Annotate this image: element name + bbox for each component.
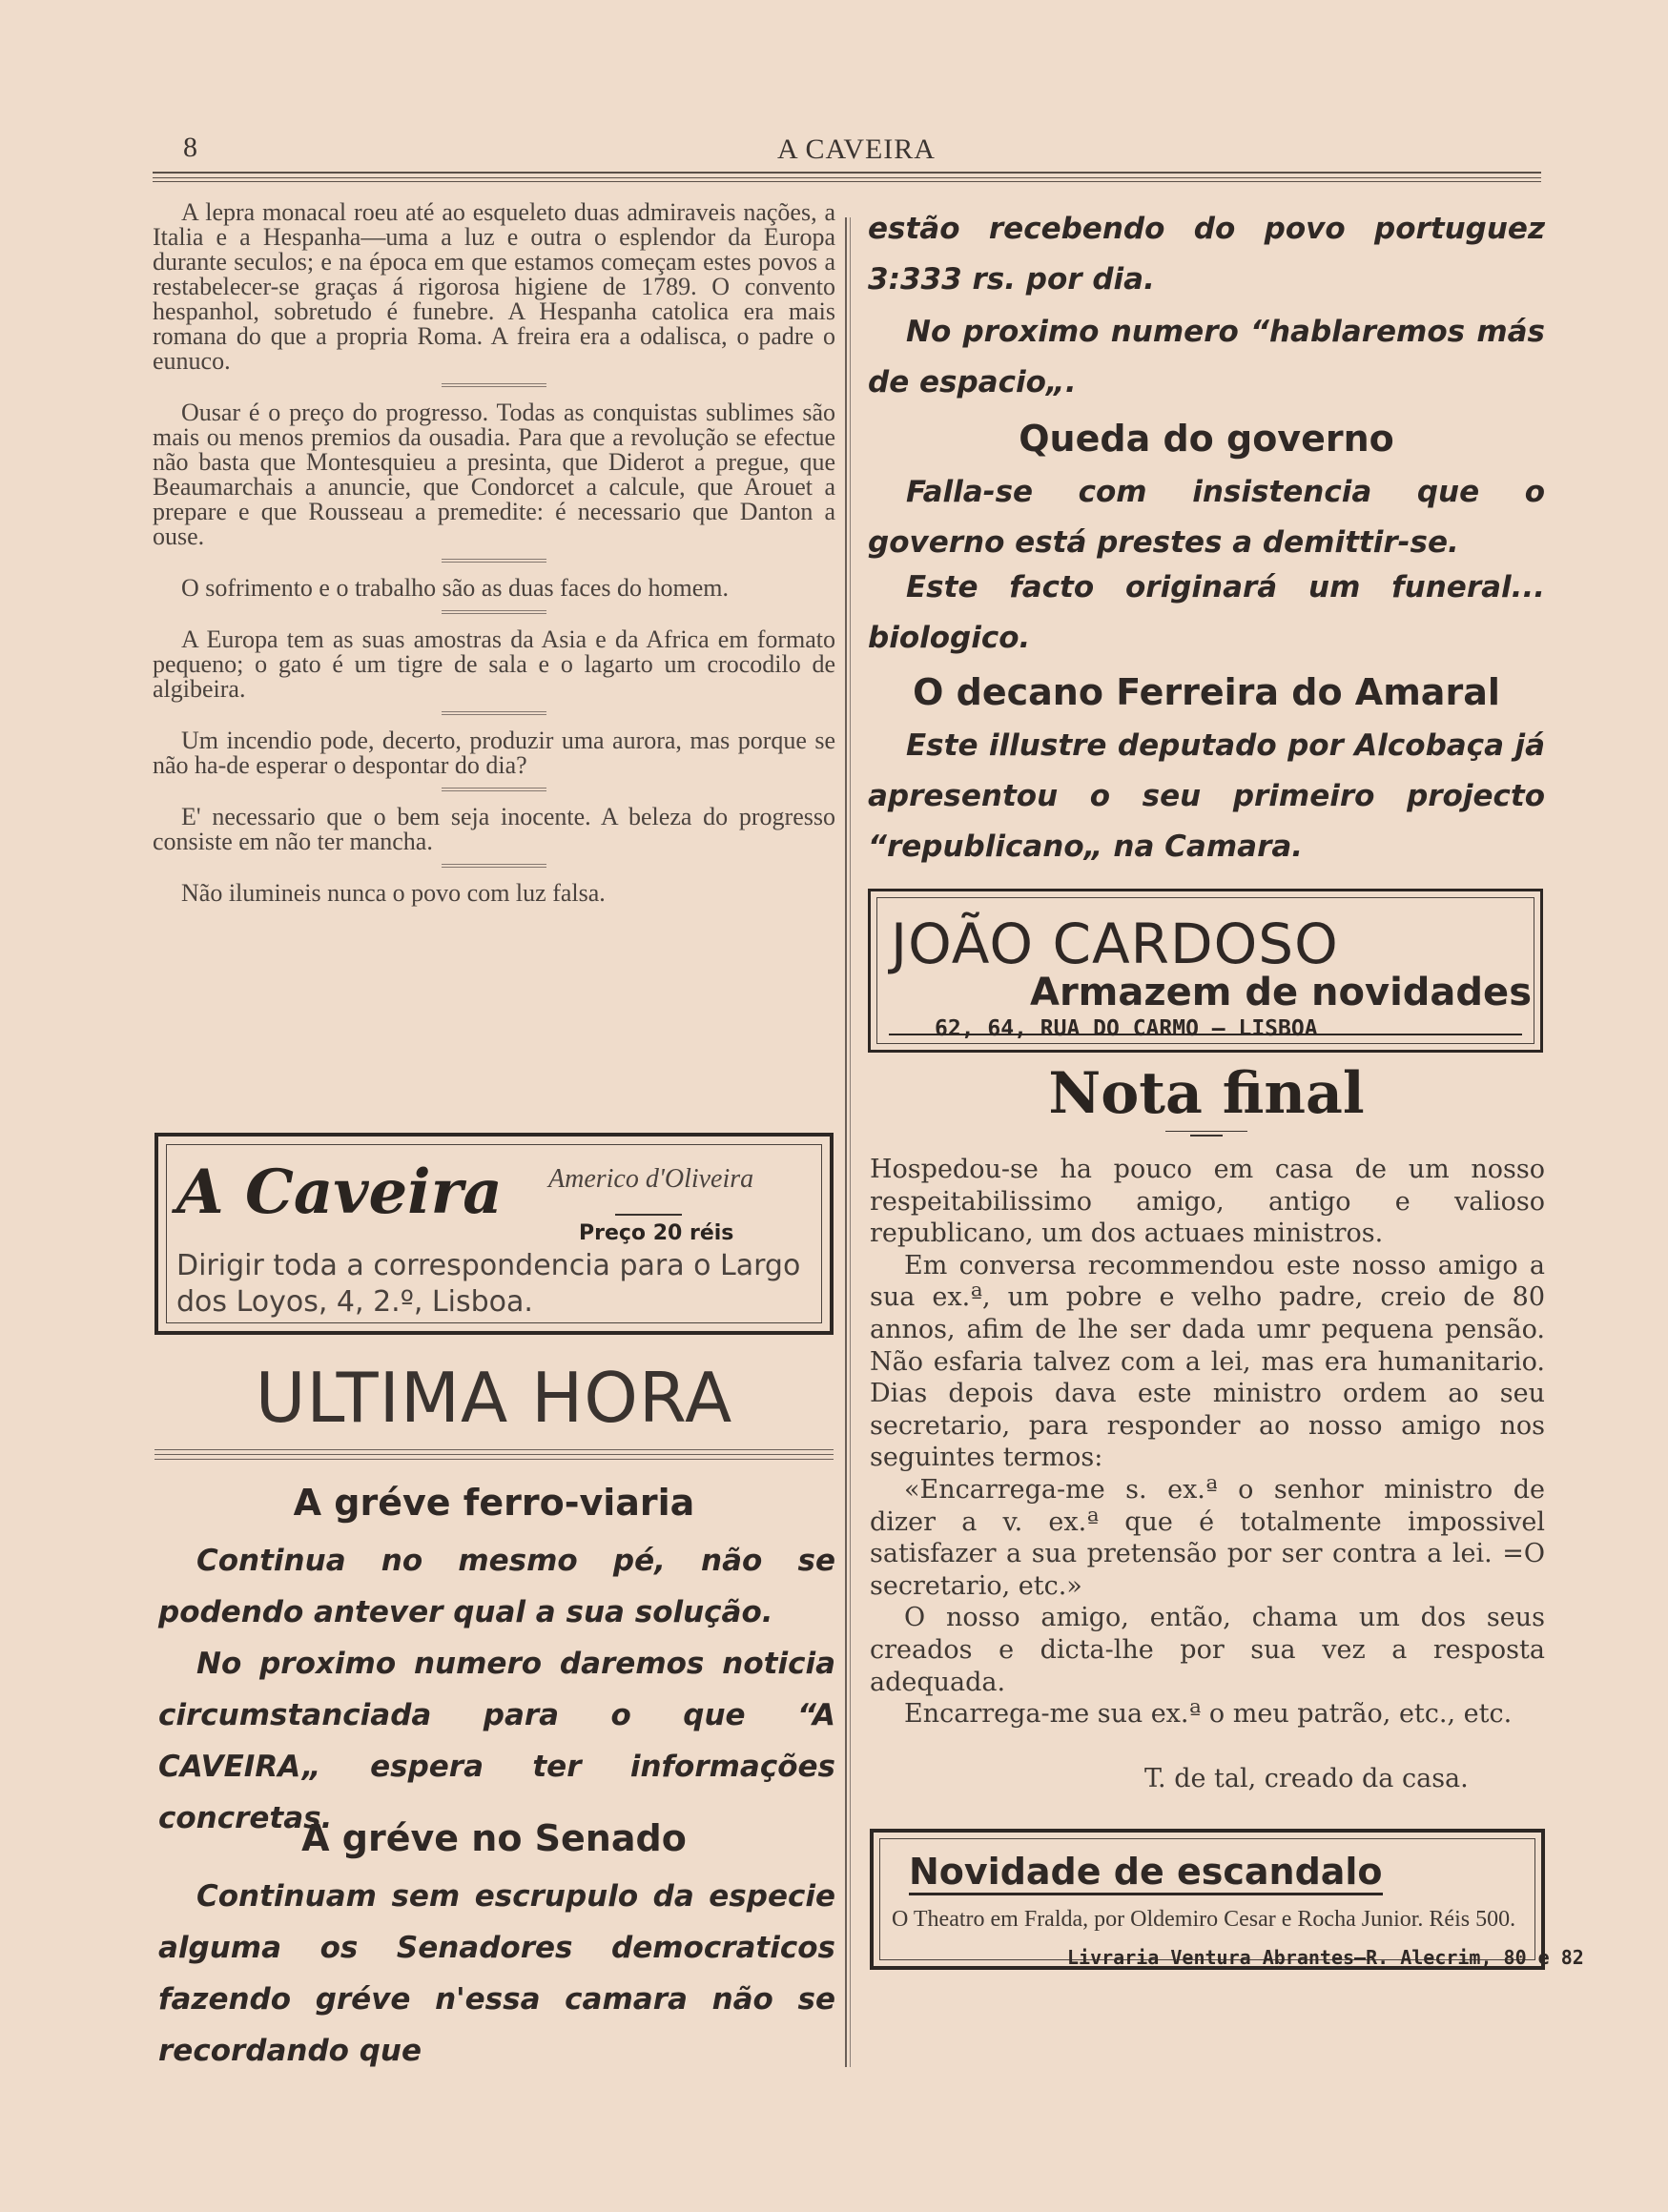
column-divider xyxy=(850,217,851,2067)
left-column-aphorisms xyxy=(153,200,835,906)
newspaper-title: A CAVEIRA xyxy=(777,133,936,165)
separator-rule xyxy=(442,711,546,715)
ad-price: Preço 20 réis xyxy=(579,1221,734,1245)
ad-inner-frame xyxy=(876,897,1534,1044)
title-ornament xyxy=(1190,1135,1223,1137)
address-rule xyxy=(889,1034,1522,1035)
aphorism-paragraph: Ousar é o preço do progresso. Todas as conquistas sublimes são mais ou menos premios da ousadia. Para que a revolução se efectue não basta que Montesquieu a presinta, que Diderot a pregue, que Beaumarchais a anuncie, que Condorcet a calcule, que Arouet a prepare e que Rousseau a premedite: é necessario que Danton a ouse. xyxy=(153,399,835,550)
ad-owner: Americo d'Oliveira xyxy=(548,1164,754,1194)
nota-paragraph: «Encarrega-me s. ex.ª o senhor ministro de dizer a v. ex.ª que é totalmente impossivel satisfazer a sua pretensão por ser contra a lei. =O secretario, etc.» xyxy=(870,1474,1545,1601)
greve-senado-paragraph: Continuam sem escrupulo da especie alguma os Senadores democraticos fazendo gréve n'essa camara não se recordando que xyxy=(158,1879,835,2068)
column-divider xyxy=(845,217,847,2067)
greve-ferro-heading: A gréve ferro-viaria xyxy=(293,1482,695,1524)
decano-paragraph: Este illustre deputado por Alcobaça já apresentou o seu primeiro projecto “republicano„ na Camara. xyxy=(868,728,1545,864)
queda-paragraph: Falla-se com insistencia que o governo está prestes a demittir-se. xyxy=(868,475,1545,560)
joao-cardoso-name: JOÃO CARDOSO xyxy=(891,911,1339,976)
aphorism-paragraph: Não ilumineis nunca o povo com luz falsa. xyxy=(181,879,606,907)
header-rule-thin xyxy=(153,181,1541,182)
title-ornament xyxy=(1165,1131,1247,1132)
header-rule-thin xyxy=(153,177,1541,178)
novidade-text: O Theatro em Fralda, por Oldemiro Cesar e Rocha Junior. Réis 500. xyxy=(892,1907,1516,1932)
nota-final-body xyxy=(870,1154,1545,1731)
joao-cardoso-ad xyxy=(868,889,1543,1053)
novidade-shop: Livraria Ventura Abrantes—R. Alecrim, 80 e 82 xyxy=(1067,1946,1584,1969)
ad-inner-frame xyxy=(166,1144,822,1323)
ultima-hora-heading: ULTIMA HORA xyxy=(255,1358,733,1438)
nota-signature: T. de tal, creado da casa. xyxy=(1144,1764,1469,1793)
price-rule xyxy=(615,1214,682,1216)
aphorism-paragraph: A Europa tem as suas amostras da Asia e da Africa em formato pequeno; o gato é um tigre de sala e o lagarto um crocodilo de algibeira. xyxy=(153,625,835,703)
aphorism-paragraph: E' necessario que o bem seja inocente. A beleza do progresso consiste em não ter mancha. xyxy=(153,803,835,855)
separator-rule xyxy=(442,383,546,387)
greve-ferro-paragraph: Continua no mesmo pé, não se podendo antever qual a sua solução. xyxy=(158,1544,835,1629)
aphorism-paragraph: O sofrimento e o trabalho são as duas faces do homem. xyxy=(181,574,730,602)
ad-inner-frame xyxy=(879,1838,1584,1969)
greve-senado-heading: A gréve no Senado xyxy=(301,1817,687,1859)
joao-cardoso-subtitle: Armazem de novidades xyxy=(1030,971,1532,1014)
ad-correspondence: Dirigir toda a correspondencia para o Largo dos Loyos, 4, 2.º, Lisboa. xyxy=(176,1249,801,1319)
aphorism-paragraph: A lepra monacal roeu até ao esqueleto duas admiraveis nações, a Italia e a Hespanha—uma a luz e outra o esplendor da Europa durante seculos; e na época em que estamos começam estes povos a restabelecer-se graças á rigorosa higiene de 1789. O convento hespanhol, sobretudo é funebre. A Hespanha catolica era mais romana do que a propria Roma. A freira era a odalisca, o padre o eunuco. xyxy=(153,198,835,375)
nota-paragraph: Encarrega-me sua ex.ª o meu patrão, etc., etc. xyxy=(904,1699,1513,1730)
novidade-title: Novidade de escandalo xyxy=(909,1851,1383,1895)
joao-cardoso-address: 62, 64, RUA DO CARMO — LISBOA xyxy=(935,1016,1318,1041)
nota-paragraph: Em conversa recommendou este nosso amigo a sua ex.ª, um pobre e velho padre, creio de 80 annos, afim de lhe ser dada umr pequena pensão. Não esfaria talvez com a lei, mas era humanitario. Dias depois dava este ministro ordem ao seu secretario, para responder ao nosso amigo nos seguintes termos: xyxy=(870,1250,1545,1473)
continuation-paragraph: No proximo numero “hablaremos más de espacio„. xyxy=(868,315,1545,399)
decano-heading: O decano Ferreira do Amaral xyxy=(913,671,1500,713)
nota-paragraph: O nosso amigo, então, chama um dos seus creados e dicta-lhe por sua vez a resposta adequada. xyxy=(870,1603,1545,1697)
caveira-logo: A Caveira xyxy=(176,1157,503,1228)
nota-paragraph: Hospedou-se ha pouco em casa de um nosso respeitabilissimo amigo, antigo e valioso republicano, um dos actuaes ministros. xyxy=(870,1155,1545,1249)
section-rule xyxy=(154,1449,834,1450)
greve-ferro-paragraph: No proximo numero daremos noticia circumstanciada para o que “A CAVEIRA„ espera ter informações concretas. xyxy=(158,1647,835,1835)
page-number: 8 xyxy=(183,132,197,163)
section-rule xyxy=(154,1459,834,1460)
separator-rule xyxy=(442,610,546,614)
caveira-ad-box xyxy=(154,1133,834,1335)
separator-rule xyxy=(442,788,546,791)
queda-paragraph: Este facto originará um funeral... biologico. xyxy=(868,570,1545,655)
nota-final-title: Nota final xyxy=(1048,1060,1365,1127)
novidade-ad-box xyxy=(870,1829,1584,1970)
header-rule xyxy=(153,172,1541,174)
continuation-paragraph: estão recebendo do povo portuguez 3:333 rs. por dia. xyxy=(868,212,1545,297)
separator-rule xyxy=(442,864,546,868)
separator-rule xyxy=(442,559,546,563)
section-rule xyxy=(154,1454,834,1455)
queda-heading: Queda do governo xyxy=(1019,418,1394,460)
aphorism-paragraph: Um incendio pode, decerto, produzir uma aurora, mas porque se não ha-de esperar o despontar do dia? xyxy=(153,727,835,779)
